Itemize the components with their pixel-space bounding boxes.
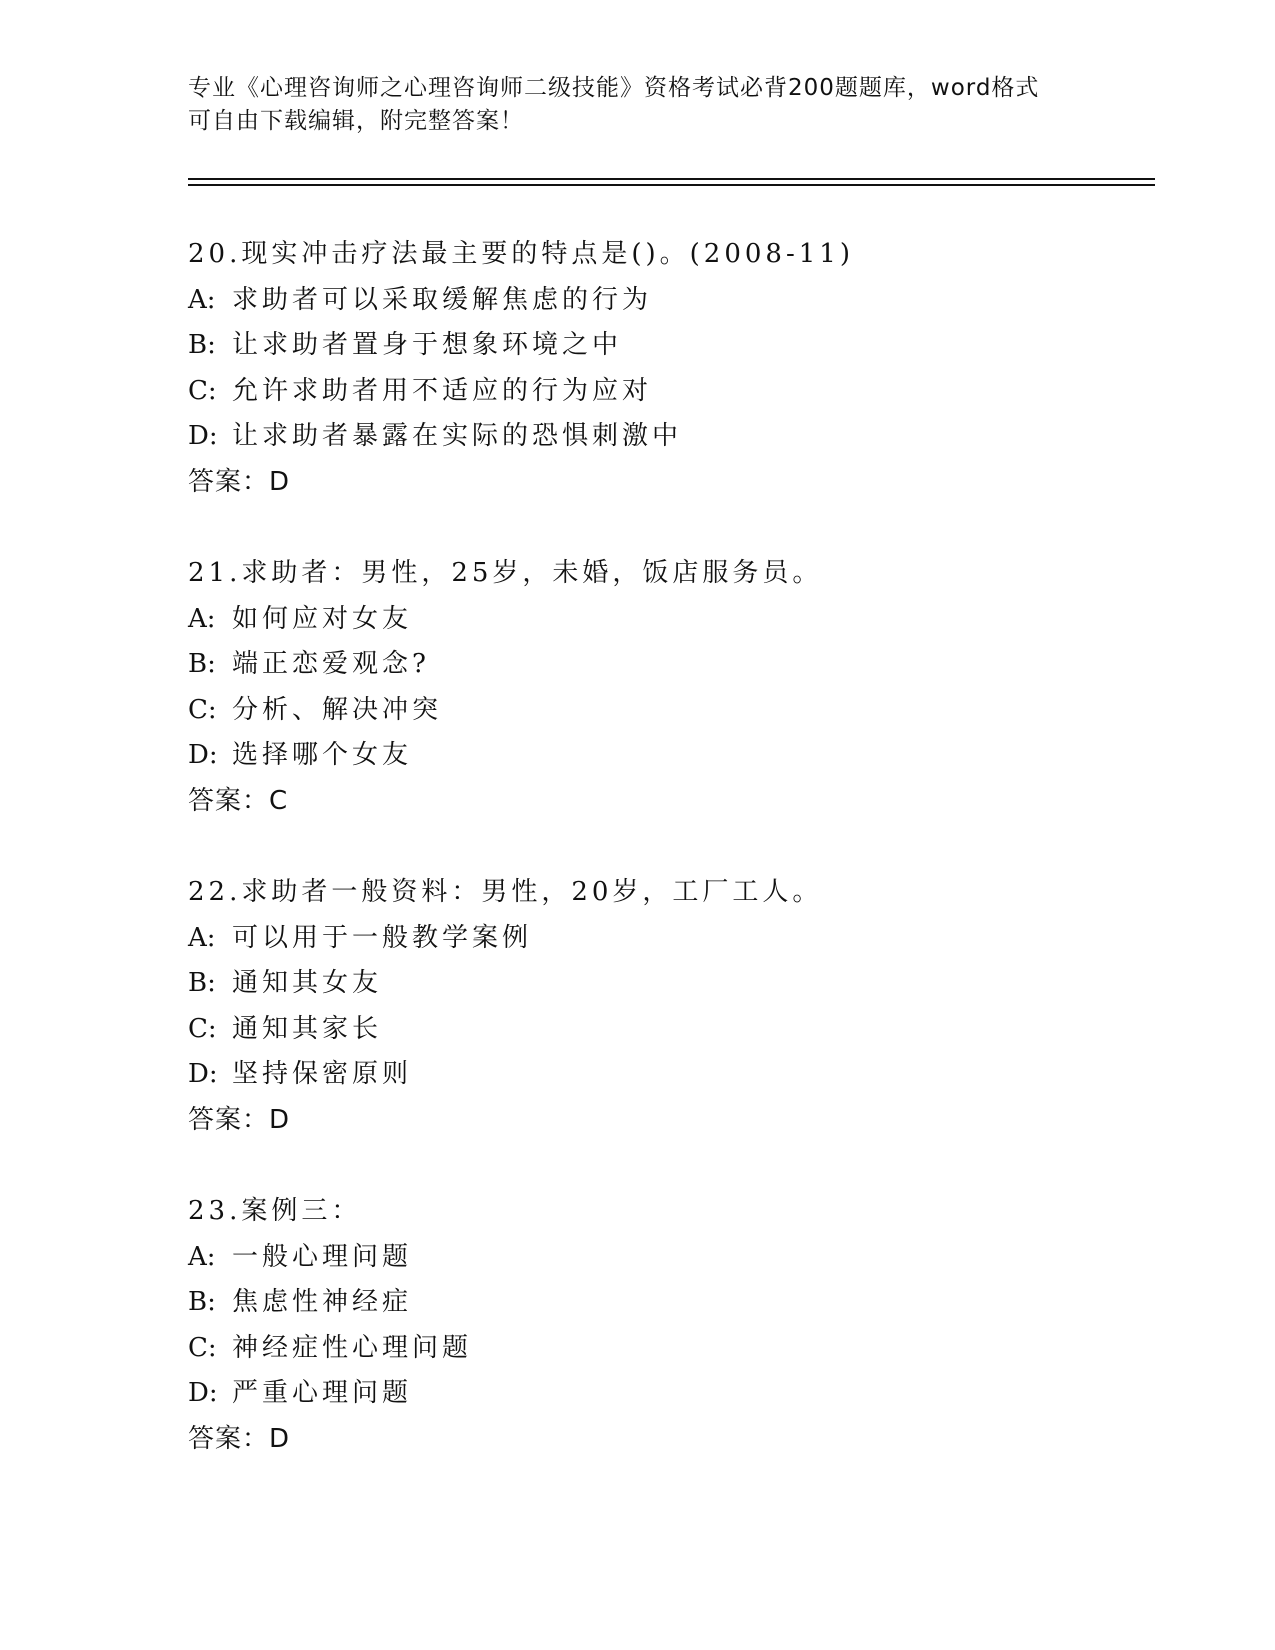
option-label: C: (188, 375, 217, 406)
option-text: 焦虑性神经症 (232, 1287, 413, 1317)
option-a (188, 916, 1148, 962)
option-a (188, 278, 1148, 324)
option-text: 允许求助者用不适应的行为应对 (232, 375, 653, 406)
option-label: D: (188, 421, 218, 451)
option-text: 一般心理问题 (232, 1241, 413, 1272)
option-d (188, 1052, 1148, 1098)
header-divider-bottom (188, 184, 1155, 186)
option-a (188, 1235, 1148, 1281)
option-a (188, 597, 1148, 643)
answer-key: 答案：C (188, 785, 289, 816)
option-label: C: (188, 1332, 217, 1363)
option-label: A: (188, 284, 216, 315)
option-label: B: (188, 968, 216, 998)
answer-key: 答案：D (188, 1104, 291, 1135)
option-label: D: (188, 1378, 218, 1408)
question-21 (188, 551, 1148, 824)
option-text: 让求助者暴露在实际的恐惧刺激中 (232, 421, 683, 451)
answer-key: 答案：D (188, 466, 291, 497)
header-divider-top (188, 178, 1155, 180)
document-header (188, 72, 1088, 138)
question-23 (188, 1189, 1148, 1462)
option-label: A: (188, 603, 216, 634)
option-text: 严重心理问题 (232, 1378, 413, 1408)
option-c (188, 1007, 1148, 1053)
option-b (188, 642, 1148, 688)
option-label: C: (188, 694, 217, 725)
option-b (188, 961, 1148, 1007)
option-b (188, 1280, 1148, 1326)
option-label: B: (188, 330, 216, 360)
option-text: 通知其女友 (232, 968, 383, 998)
option-text: 让求助者置身于想象环境之中 (232, 330, 623, 360)
option-label: D: (188, 1059, 218, 1089)
option-d (188, 733, 1148, 779)
question-stem: 21.求助者：男性，25岁，未婚，饭店服务员。 (188, 558, 823, 588)
question-stem: 20.现实冲击疗法最主要的特点是()。(2008-11) (188, 239, 854, 269)
option-label: B: (188, 649, 216, 679)
option-text: 可以用于一般教学案例 (232, 922, 533, 953)
question-stem: 22.求助者一般资料：男性，20岁，工厂工人。 (188, 877, 823, 907)
header-line-2: 可自由下载编辑，附完整答案！ (188, 108, 524, 134)
option-c (188, 1326, 1148, 1372)
question-stem: 23.案例三： (188, 1196, 362, 1226)
option-label: A: (188, 922, 216, 953)
option-text: 求助者可以采取缓解焦虑的行为 (232, 284, 653, 315)
option-c (188, 688, 1148, 734)
option-text: 端正恋爱观念? (232, 649, 430, 679)
option-text: 选择哪个女友 (232, 740, 413, 770)
option-d (188, 1371, 1148, 1417)
option-label: D: (188, 740, 218, 770)
option-text: 坚持保密原则 (232, 1059, 413, 1089)
option-label: C: (188, 1013, 217, 1044)
answer-key: 答案：D (188, 1423, 291, 1454)
option-text: 通知其家长 (232, 1013, 383, 1044)
header-line-1: 专业《心理咨询师之心理咨询师二级技能》资格考试必背200题题库，word格式 (188, 75, 1040, 101)
option-label: B: (188, 1287, 216, 1317)
option-text: 神经症性心理问题 (232, 1332, 473, 1363)
option-text: 如何应对女友 (232, 603, 413, 634)
option-b (188, 323, 1148, 369)
option-label: A: (188, 1241, 216, 1272)
option-c (188, 369, 1148, 415)
question-20 (188, 232, 1148, 505)
option-d (188, 414, 1148, 460)
option-text: 分析、解决冲突 (232, 694, 443, 725)
question-22 (188, 870, 1148, 1143)
